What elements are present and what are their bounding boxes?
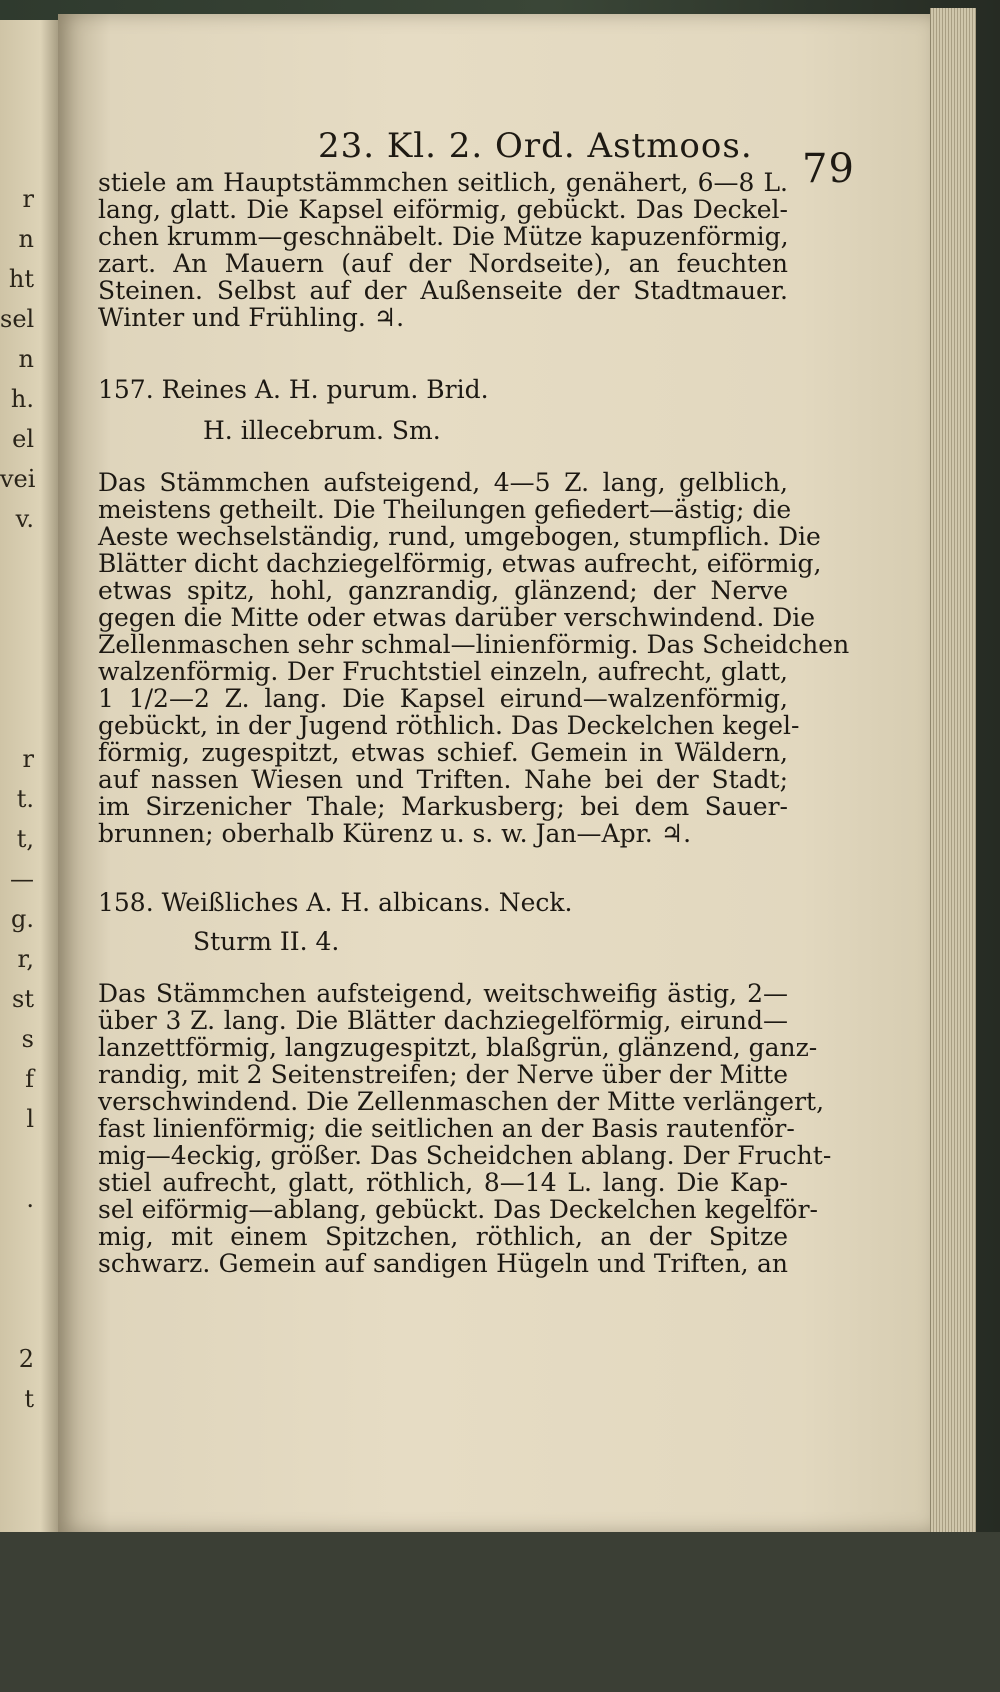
text-line: Winter und Frühling. ♃. xyxy=(98,303,405,332)
text-line: auf nassen Wiesen und Triften. Nahe bei der Stadt; xyxy=(98,765,788,794)
margin-fragment: — xyxy=(10,865,34,893)
margin-fragment xyxy=(0,1460,40,1500)
previous-page-fragments xyxy=(0,20,40,1692)
text-line: gebückt, in der Jugend röthlich. Das Deckelchen kegel- xyxy=(98,711,800,740)
text-line: zart. An Mauern (auf der Nordseite), an feuchten xyxy=(98,249,788,278)
margin-fragment: ht xyxy=(8,265,34,293)
text-line: Blätter dicht dachziegelförmig, etwas aufrecht, eiförmig, xyxy=(98,549,822,578)
margin-fragment: n xyxy=(18,345,34,373)
margin-fragment xyxy=(0,620,40,660)
entry-158-description xyxy=(98,979,832,1278)
margin-fragment xyxy=(0,700,40,740)
text-line: Steinen. Selbst auf der Außenseite der Stadtmauer. xyxy=(98,276,788,305)
margin-fragment xyxy=(0,1260,40,1300)
text-line: förmig, zugespitzt, etwas schief. Gemein in Wäldern, xyxy=(98,738,788,767)
text-line: mig—4eckig, größer. Das Scheidchen ablang. Der Frucht- xyxy=(98,1141,832,1170)
margin-fragment: r, xyxy=(17,945,34,973)
margin-fragment: g. xyxy=(11,905,34,933)
margin-fragment: t, xyxy=(16,825,34,853)
margin-fragment: v. xyxy=(15,505,34,533)
text-line: randig, mit 2 Seitenstreifen; der Nerve über der Mitte xyxy=(98,1060,788,1089)
margin-fragment: vei xyxy=(0,465,36,493)
margin-fragment: sel xyxy=(0,305,35,333)
margin-fragment: st xyxy=(12,985,34,1013)
text-line: im Sirzenicher Thale; Markusberg; bei dem Sauer- xyxy=(98,792,788,821)
margin-fragment: n xyxy=(18,225,34,253)
previous-page-edge xyxy=(0,20,60,1532)
margin-fragment: 2 xyxy=(18,1345,34,1373)
text-line: lanzettförmig, langzugespitzt, blaßgrün, glänzend, ganz- xyxy=(98,1033,818,1062)
text-line: stiele am Hauptstämmchen seitlich, genähert, 6—8 L. xyxy=(98,168,788,197)
entry-157-heading-block xyxy=(98,376,788,444)
text-line: schwarz. Gemein auf sandigen Hügeln und Triften, an xyxy=(98,1249,788,1278)
text-line: fast linienförmig; die seitlichen an der Basis rautenför- xyxy=(98,1114,795,1143)
text-line: walzenförmig. Der Fruchtstiel einzeln, aufrecht, glatt, xyxy=(98,657,788,686)
margin-fragment xyxy=(0,1220,40,1260)
text-line: gegen die Mitte oder etwas darüber verschwindend. Die xyxy=(98,603,816,632)
text-line: meistens getheilt. Die Theilungen gefiedert—ästig; die xyxy=(98,495,792,524)
page-edges xyxy=(930,8,976,1532)
text-line: stiel aufrecht, glatt, röthlich, 8—14 L. lang. Die Kap- xyxy=(98,1168,788,1197)
entry-157-description xyxy=(98,468,850,848)
text-line: sel eiförmig—ablang, gebückt. Das Deckelchen kegelför- xyxy=(98,1195,819,1224)
text-line: Aeste wechselständig, rund, umgebogen, stumpflich. Die xyxy=(98,522,821,551)
margin-fragment xyxy=(0,1140,40,1180)
intro-paragraph xyxy=(98,169,788,331)
margin-fragment xyxy=(0,1300,40,1340)
text-line: chen krumm—geschnäbelt. Die Mütze kapuzenförmig, xyxy=(98,222,789,251)
entry-157-heading: 157. Reines A. H. purum. Brid. xyxy=(98,375,489,404)
entry-158-synonym: Sturm II. 4. xyxy=(193,927,340,956)
text-line: über 3 Z. lang. Die Blätter dachziegelförmig, eirund— xyxy=(98,1006,788,1035)
margin-fragment xyxy=(0,660,40,700)
margin-fragment: r xyxy=(22,745,34,773)
margin-fragment xyxy=(0,580,40,620)
margin-fragment xyxy=(0,540,40,580)
margin-fragment: el xyxy=(12,425,34,453)
margin-fragment: r xyxy=(22,185,34,213)
text-line: 1 1/2—2 Z. lang. Die Kapsel eirund—walzenförmig, xyxy=(98,684,788,713)
margin-fragment: f xyxy=(25,1065,34,1093)
text-line: Zellenmaschen sehr schmal—linienförmig. Das Scheidchen xyxy=(98,630,850,659)
text-line: brunnen; oberhalb Kürenz u. s. w. Jan—Apr. ♃. xyxy=(98,819,692,848)
margin-fragment: . xyxy=(26,1185,34,1213)
text-line: etwas spitz, hohl, ganzrandig, glänzend; der Nerve xyxy=(98,576,788,605)
book-page xyxy=(58,14,930,1532)
margin-fragment: t xyxy=(24,1385,34,1413)
entry-158-heading: 158. Weißliches A. H. albicans. Neck. xyxy=(98,888,573,917)
text-line: verschwindend. Die Zellenmaschen der Mitte verlängert, xyxy=(98,1087,825,1116)
margin-fragment: l xyxy=(26,1105,34,1133)
text-line: lang, glatt. Die Kapsel eiförmig, gebückt. Das Deckel- xyxy=(98,195,788,224)
text-line: mig, mit einem Spitzchen, röthlich, an der Spitze xyxy=(98,1222,788,1251)
entry-157-synonym: H. illecebrum. Sm. xyxy=(203,416,441,445)
margin-fragment: h. xyxy=(10,385,34,413)
margin-fragment: s xyxy=(21,1025,34,1053)
header-title: 23. Kl. 2. Ord. Astmoos. xyxy=(318,126,753,166)
margin-fragment xyxy=(0,1420,40,1460)
text-line: Das Stämmchen aufsteigend, weitschweifig ästig, 2— xyxy=(98,979,788,1008)
page-number: 79 xyxy=(802,146,855,192)
margin-fragment xyxy=(0,1500,40,1540)
entry-158-heading-block xyxy=(98,889,788,955)
text-line: Das Stämmchen aufsteigend, 4—5 Z. lang, gelblich, xyxy=(98,468,788,497)
margin-fragment: t. xyxy=(16,785,34,813)
